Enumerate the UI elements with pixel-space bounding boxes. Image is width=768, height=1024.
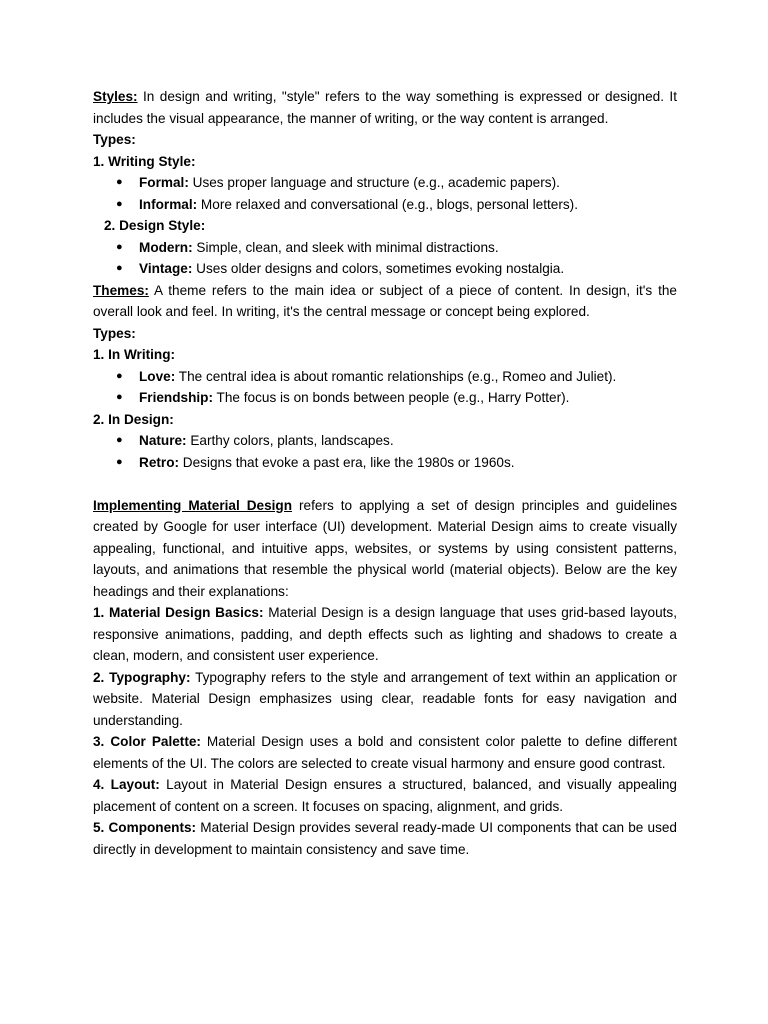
- themes-text: A theme refers to the main idea or subject of a piece of content. In design, it's the overall look and feel. In writing, it's the central message or concept being explored.: [93, 282, 677, 319]
- design-style-heading: 2. Design Style:: [104, 218, 206, 233]
- material-section: [93, 602, 677, 667]
- writing-style-heading: 1. Writing Style:: [93, 153, 196, 169]
- list-item: [93, 452, 677, 474]
- section-label: 1. Material Design Basics:: [93, 605, 264, 620]
- bullet-icon: ●: [116, 240, 123, 253]
- item-label: Retro:: [139, 454, 180, 470]
- spacer: [93, 473, 677, 495]
- writing-style-list: [93, 172, 677, 215]
- styles-text: In design and writing, "style" refers to the way something is expressed or designed. It includes the visual appearance, the manner of writing, or the way content is arranged.: [93, 89, 677, 126]
- material-section: [93, 667, 677, 732]
- list-item: [93, 430, 677, 452]
- item-text: Uses proper language and structure (e.g., academic papers).: [188, 175, 560, 190]
- material-section: [93, 774, 677, 817]
- styles-heading: Styles:: [93, 89, 138, 104]
- material-intro-paragraph: [93, 495, 677, 603]
- themes-paragraph: [93, 280, 677, 323]
- list-item: [93, 194, 677, 216]
- design-style-list: [93, 237, 677, 280]
- section-label: 4. Layout:: [93, 777, 160, 792]
- item-label: Informal:: [139, 196, 198, 212]
- item-text: Uses older designs and colors, sometimes evoking nostalgia.: [192, 261, 565, 276]
- material-intro-text: refers to applying a set of design principles and guidelines created by Google for user interface (UI) development. Material Design aims to create visually appealing, functional, and intuitive apps, websites, or systems by using consistent patterns, layouts, and animations that resemble the physical world (material objects). Below are the key headings and their explanations:: [93, 497, 677, 599]
- bullet-icon: ●: [116, 262, 123, 274]
- item-text: The focus is on bonds between people (e.g., Harry Potter).: [213, 390, 570, 405]
- item-text: The central idea is about romantic relationships (e.g., Romeo and Juliet).: [175, 368, 617, 384]
- section-text: Material Design is a design language that uses grid-based layouts, responsive animations, padding, and depth effects such as lighting and shadows to create a clean, modern, and consistent user experience.: [93, 605, 677, 663]
- section-text: Typography refers to the style and arrangement of text within an application or website. Material Design emphasizes using clear, readable fonts for easy navigation and understanding.: [93, 669, 677, 728]
- item-label: Friendship:: [139, 390, 214, 405]
- list-item: [93, 387, 677, 409]
- styles-types-label: Types:: [93, 132, 136, 147]
- in-design-list: [93, 430, 677, 473]
- item-label: Vintage:: [139, 261, 193, 276]
- section-label: 3. Color Palette:: [93, 734, 201, 749]
- bullet-icon: ●: [116, 369, 123, 382]
- in-design-heading: 2. In Design:: [93, 411, 174, 427]
- material-section: [93, 817, 677, 860]
- item-label: Nature:: [139, 433, 187, 448]
- bullet-icon: ●: [116, 197, 123, 210]
- list-item: [93, 237, 677, 259]
- in-writing-list: [93, 366, 677, 409]
- themes-heading: Themes:: [93, 282, 149, 298]
- list-item: [93, 172, 677, 194]
- item-text: More relaxed and conversational (e.g., blogs, personal letters).: [197, 196, 578, 212]
- bullet-icon: ●: [116, 434, 123, 446]
- item-label: Formal:: [139, 175, 189, 190]
- item-text: Simple, clean, and sleek with minimal distractions.: [192, 239, 499, 255]
- item-text: Earthy colors, plants, landscapes.: [186, 433, 394, 448]
- section-text: Material Design provides several ready-made UI components that can be used directly in development to maintain consistency and save time.: [93, 820, 677, 857]
- document-page: [93, 86, 677, 860]
- list-item: [93, 258, 677, 280]
- themes-types-label: Types:: [93, 325, 136, 341]
- bullet-icon: ●: [116, 455, 123, 468]
- bullet-icon: ●: [116, 391, 123, 403]
- item-label: Modern:: [139, 239, 193, 255]
- material-heading: Implementing Material Design: [93, 497, 293, 513]
- list-item: [93, 366, 677, 388]
- in-writing-heading: 1. In Writing:: [93, 347, 176, 362]
- section-text: Material Design uses a bold and consistent color palette to define different elements of the UI. The colors are selected to create visual harmony and ensure good contrast.: [93, 734, 677, 771]
- material-section: [93, 731, 677, 774]
- styles-paragraph: [93, 86, 677, 129]
- bullet-icon: ●: [116, 176, 123, 188]
- section-text: Layout in Material Design ensures a structured, balanced, and visually appealing placement of content on a screen. It focuses on spacing, alignment, and grids.: [93, 777, 677, 814]
- section-label: 2. Typography:: [93, 669, 191, 685]
- section-label: 5. Components:: [93, 820, 197, 835]
- item-label: Love:: [139, 368, 176, 384]
- item-text: Designs that evoke a past era, like the 1980s or 1960s.: [179, 454, 515, 470]
